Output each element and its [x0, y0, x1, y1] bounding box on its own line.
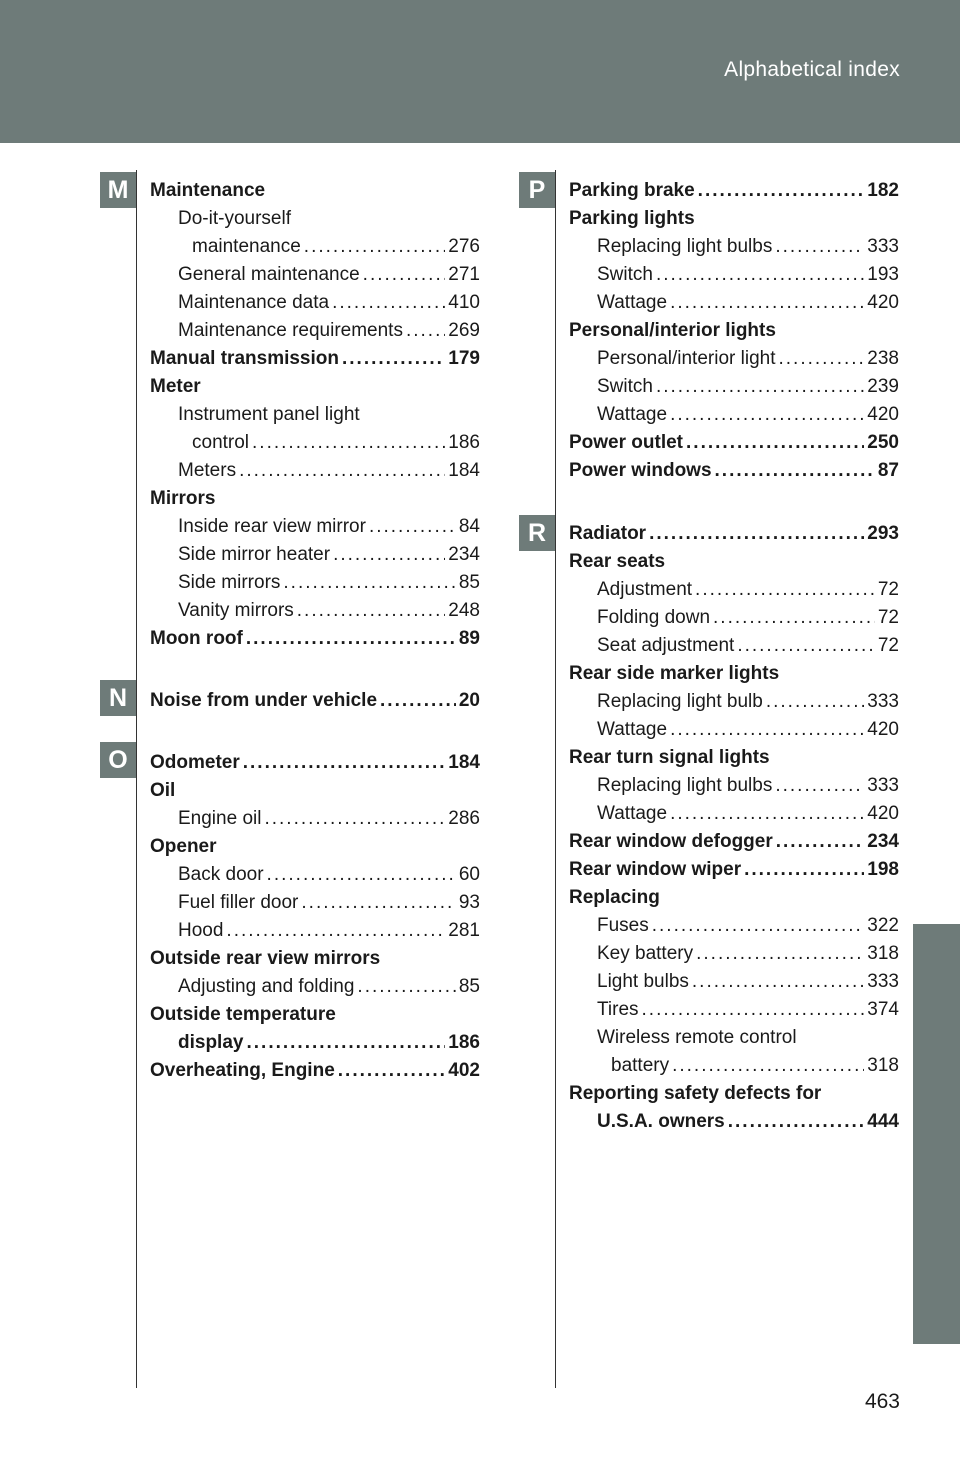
index-entry: [597, 289, 899, 317]
index-entry: [150, 777, 480, 805]
section-letter-o: O: [100, 742, 136, 778]
leader-dots: [744, 859, 864, 881]
entry-page-number: 333: [867, 236, 899, 257]
index-entry: [178, 1029, 480, 1057]
index-entry: [178, 541, 480, 569]
entry-page-number: 93: [458, 892, 480, 913]
entry-term: Rear window defogger: [569, 831, 773, 852]
leader-dots: [766, 691, 864, 713]
entry-page-number: 333: [867, 691, 899, 712]
index-entry: [569, 548, 899, 576]
entry-term: Seat adjustment: [597, 635, 735, 656]
entry-term: Outside temperature: [150, 1004, 336, 1025]
leader-dots: [656, 376, 864, 398]
entry-page-number: 286: [448, 808, 480, 829]
leader-dots: [713, 607, 875, 629]
index-entry: [597, 716, 899, 744]
entry-term: Oil: [150, 780, 176, 801]
index-entry: [597, 968, 899, 996]
entry-page-number: 271: [448, 264, 480, 285]
leader-dots: [692, 971, 864, 993]
index-entry: [569, 429, 899, 457]
entry-page-number: 293: [867, 523, 899, 544]
leader-dots: [297, 600, 446, 622]
entry-term: Instrument panel light: [178, 404, 360, 425]
entry-page-number: 410: [448, 292, 480, 313]
leader-dots: [695, 579, 875, 601]
entry-term: Hood: [178, 920, 224, 941]
entry-term: Rear seats: [569, 551, 666, 572]
index-entry: [178, 973, 480, 1001]
leader-dots: [778, 348, 864, 370]
leader-dots: [698, 180, 865, 202]
index-entry: [178, 569, 480, 597]
index-entry: [192, 429, 480, 457]
index-entry: [178, 917, 480, 945]
entry-page-number: 420: [867, 719, 899, 740]
leader-dots: [670, 719, 864, 741]
entry-page-number: 193: [867, 264, 899, 285]
entry-term: Engine oil: [178, 808, 262, 829]
entry-term: Maintenance requirements: [178, 320, 403, 341]
entry-term: Rear side marker lights: [569, 663, 780, 684]
entry-term: Moon roof: [150, 628, 243, 649]
entry-term: Opener: [150, 836, 217, 857]
entry-page-number: 234: [448, 544, 480, 565]
entry-page-number: 322: [867, 915, 899, 936]
index-entry: [150, 945, 480, 973]
entry-page-number: 186: [448, 432, 480, 453]
entry-term: Back door: [178, 864, 264, 885]
entry-page-number: 276: [448, 236, 480, 257]
entry-term: Replacing: [569, 887, 660, 908]
leader-dots: [333, 544, 445, 566]
entry-term: maintenance: [192, 236, 301, 257]
entry-page-number: 72: [877, 579, 899, 600]
entry-page-number: 248: [448, 600, 480, 621]
entry-page-number: 420: [867, 404, 899, 425]
leader-dots: [406, 320, 445, 342]
entry-term: Outside rear view mirrors: [150, 948, 381, 969]
leader-dots: [239, 460, 445, 482]
page-number: 463: [864, 1390, 900, 1413]
leader-dots: [252, 432, 445, 454]
entry-term: Personal/interior lights: [569, 320, 776, 341]
entry-term: Vanity mirrors: [178, 600, 294, 621]
header-title: Alphabetical index: [724, 58, 900, 81]
index-entry: [597, 688, 899, 716]
index-entry: [569, 317, 899, 345]
entry-term: General maintenance: [178, 264, 360, 285]
leader-dots: [301, 892, 455, 914]
entry-term: Side mirrors: [178, 572, 281, 593]
page-header: [0, 0, 960, 143]
index-entry: [178, 261, 480, 289]
entry-term: Rear window wiper: [569, 859, 742, 880]
entry-term: Manual transmission: [150, 348, 339, 369]
index-entry: [597, 576, 899, 604]
entry-term: Adjusting and folding: [178, 976, 355, 997]
leader-dots: [357, 976, 455, 998]
leader-dots: [776, 831, 865, 853]
leader-dots: [775, 236, 864, 258]
entry-page-number: 239: [867, 376, 899, 397]
index-entry: [150, 749, 480, 777]
side-thumb-tab: [913, 924, 960, 1344]
leader-dots: [715, 460, 875, 482]
entry-page-number: 402: [448, 1060, 480, 1081]
index-entry: [178, 317, 480, 345]
leader-dots: [670, 292, 864, 314]
leader-dots: [332, 292, 445, 314]
section-letter-n: N: [100, 680, 136, 716]
entry-page-number: 72: [877, 635, 899, 656]
entry-page-number: 182: [867, 180, 899, 201]
index-entry: [569, 205, 899, 233]
index-entry: [192, 233, 480, 261]
leader-dots: [380, 690, 456, 712]
entry-term: Meter: [150, 376, 201, 397]
entry-page-number: 269: [448, 320, 480, 341]
entry-term: Parking lights: [569, 208, 695, 229]
entry-term: Mirrors: [150, 488, 216, 509]
entry-page-number: 318: [867, 943, 899, 964]
leader-dots: [283, 572, 455, 594]
index-entry: [569, 660, 899, 688]
entry-page-number: 250: [867, 432, 899, 453]
index-entry: [597, 772, 899, 800]
leader-dots: [652, 915, 865, 937]
entry-term: Fuel filler door: [178, 892, 299, 913]
index-entry: [597, 940, 899, 968]
entry-term: Replacing light bulbs: [597, 236, 773, 257]
entry-page-number: 72: [877, 607, 899, 628]
leader-dots: [686, 432, 864, 454]
entry-page-number: 420: [867, 803, 899, 824]
index-entry: [597, 1024, 899, 1052]
entry-term: Tires: [597, 999, 639, 1020]
leader-dots: [728, 1111, 865, 1133]
column-divider-right: [555, 170, 556, 1388]
entry-term: Replacing light bulb: [597, 691, 763, 712]
index-entry: [569, 884, 899, 912]
index-entry: [178, 513, 480, 541]
entry-page-number: 89: [458, 628, 480, 649]
index-entry: [178, 205, 480, 233]
leader-dots: [338, 1060, 446, 1082]
entry-term: control: [192, 432, 250, 453]
index-entry: [569, 856, 899, 884]
entry-term: U.S.A. owners: [597, 1111, 725, 1132]
leader-dots: [775, 775, 864, 797]
index-entry: [150, 373, 480, 401]
entry-term: Inside rear view mirror: [178, 516, 366, 537]
index-entry: [178, 401, 480, 429]
entry-term: Power outlet: [569, 432, 684, 453]
index-entry: [150, 345, 480, 373]
entry-term: Wattage: [597, 292, 668, 313]
entry-term: Wattage: [597, 404, 668, 425]
section-letter-p: P: [519, 172, 555, 208]
entry-term: Switch: [597, 376, 653, 397]
entry-term: Rear turn signal lights: [569, 747, 770, 768]
entry-term: Personal/interior light: [597, 348, 776, 369]
leader-dots: [737, 635, 875, 657]
index-entry: [597, 373, 899, 401]
entry-page-number: 420: [867, 292, 899, 313]
entry-page-number: 85: [458, 572, 480, 593]
index-entry: [178, 889, 480, 917]
entry-term: Overheating, Engine: [150, 1060, 335, 1081]
entry-term: Meters: [178, 460, 237, 481]
entry-page-number: 20: [458, 690, 480, 711]
index-entry: [597, 800, 899, 828]
leader-dots: [243, 752, 446, 774]
index-entry: [569, 744, 899, 772]
entry-term: Do-it-yourself: [178, 208, 291, 229]
entry-term: Light bulbs: [597, 971, 689, 992]
leader-dots: [649, 523, 864, 545]
index-entry: [150, 177, 480, 205]
leader-dots: [267, 864, 456, 886]
entry-page-number: 374: [867, 999, 899, 1020]
entry-term: Maintenance: [150, 180, 266, 201]
entry-page-number: 85: [458, 976, 480, 997]
entry-page-number: 179: [448, 348, 480, 369]
entry-page-number: 333: [867, 971, 899, 992]
leader-dots: [672, 1055, 864, 1077]
leader-dots: [369, 516, 456, 538]
entry-term: Radiator: [569, 523, 647, 544]
index-entry: [150, 485, 480, 513]
entry-page-number: 198: [867, 859, 899, 880]
index-entry: [597, 632, 899, 660]
entry-term: Wattage: [597, 803, 668, 824]
entry-term: Adjustment: [597, 579, 693, 600]
index-entry: [178, 597, 480, 625]
section-letter-m: M: [100, 172, 136, 208]
index-entry: [150, 833, 480, 861]
entry-term: Odometer: [150, 752, 240, 773]
leader-dots: [342, 348, 445, 370]
entry-term: Replacing light bulbs: [597, 775, 773, 796]
index-entry: [178, 457, 480, 485]
index-entry: [597, 912, 899, 940]
leader-dots: [642, 999, 865, 1021]
index-entry: [178, 289, 480, 317]
index-entry: [178, 861, 480, 889]
index-entry: [597, 233, 899, 261]
entry-page-number: 84: [458, 516, 480, 537]
index-entry: [569, 828, 899, 856]
section-letter-r: R: [519, 515, 555, 551]
leader-dots: [246, 628, 456, 650]
entry-term: Wireless remote control: [597, 1027, 797, 1048]
entry-term: Parking brake: [569, 180, 695, 201]
entry-page-number: 60: [458, 864, 480, 885]
leader-dots: [304, 236, 446, 258]
index-entry: [597, 996, 899, 1024]
entry-term: Power windows: [569, 460, 712, 481]
entry-term: Noise from under vehicle: [150, 690, 378, 711]
index-entry: [569, 177, 899, 205]
index-entry: [150, 1001, 480, 1029]
index-entry: [150, 1057, 480, 1085]
leader-dots: [226, 920, 445, 942]
entry-term: Maintenance data: [178, 292, 330, 313]
entry-term: Folding down: [597, 607, 711, 628]
entry-term: Fuses: [597, 915, 649, 936]
entry-term: battery: [611, 1055, 670, 1076]
leader-dots: [670, 803, 864, 825]
leader-dots: [363, 264, 446, 286]
index-entry: [597, 261, 899, 289]
entry-term: Reporting safety defects for: [569, 1083, 822, 1104]
entry-page-number: 234: [867, 831, 899, 852]
entry-term: display: [178, 1032, 244, 1053]
leader-dots: [656, 264, 864, 286]
index-entry: [150, 687, 480, 715]
leader-dots: [696, 943, 864, 965]
index-entry: [569, 520, 899, 548]
index-entry: [569, 457, 899, 485]
index-entry: [569, 1080, 899, 1108]
index-entry: [597, 401, 899, 429]
index-entry: [597, 345, 899, 373]
entry-term: Switch: [597, 264, 653, 285]
entry-page-number: 238: [867, 348, 899, 369]
entry-page-number: 184: [448, 460, 480, 481]
index-entry: [178, 805, 480, 833]
entry-page-number: 87: [877, 460, 899, 481]
leader-dots: [670, 404, 864, 426]
entry-page-number: 444: [867, 1111, 899, 1132]
entry-term: Side mirror heater: [178, 544, 331, 565]
index-entry: [150, 625, 480, 653]
column-divider-left: [136, 170, 137, 1388]
entry-page-number: 333: [867, 775, 899, 796]
entry-page-number: 281: [448, 920, 480, 941]
entry-page-number: 184: [448, 752, 480, 773]
entry-page-number: 318: [867, 1055, 899, 1076]
entry-page-number: 186: [448, 1032, 480, 1053]
index-entry: [611, 1052, 899, 1080]
leader-dots: [246, 1032, 445, 1054]
index-entry: [597, 1108, 899, 1136]
leader-dots: [264, 808, 445, 830]
entry-term: Wattage: [597, 719, 668, 740]
entry-term: Key battery: [597, 943, 694, 964]
index-entry: [597, 604, 899, 632]
